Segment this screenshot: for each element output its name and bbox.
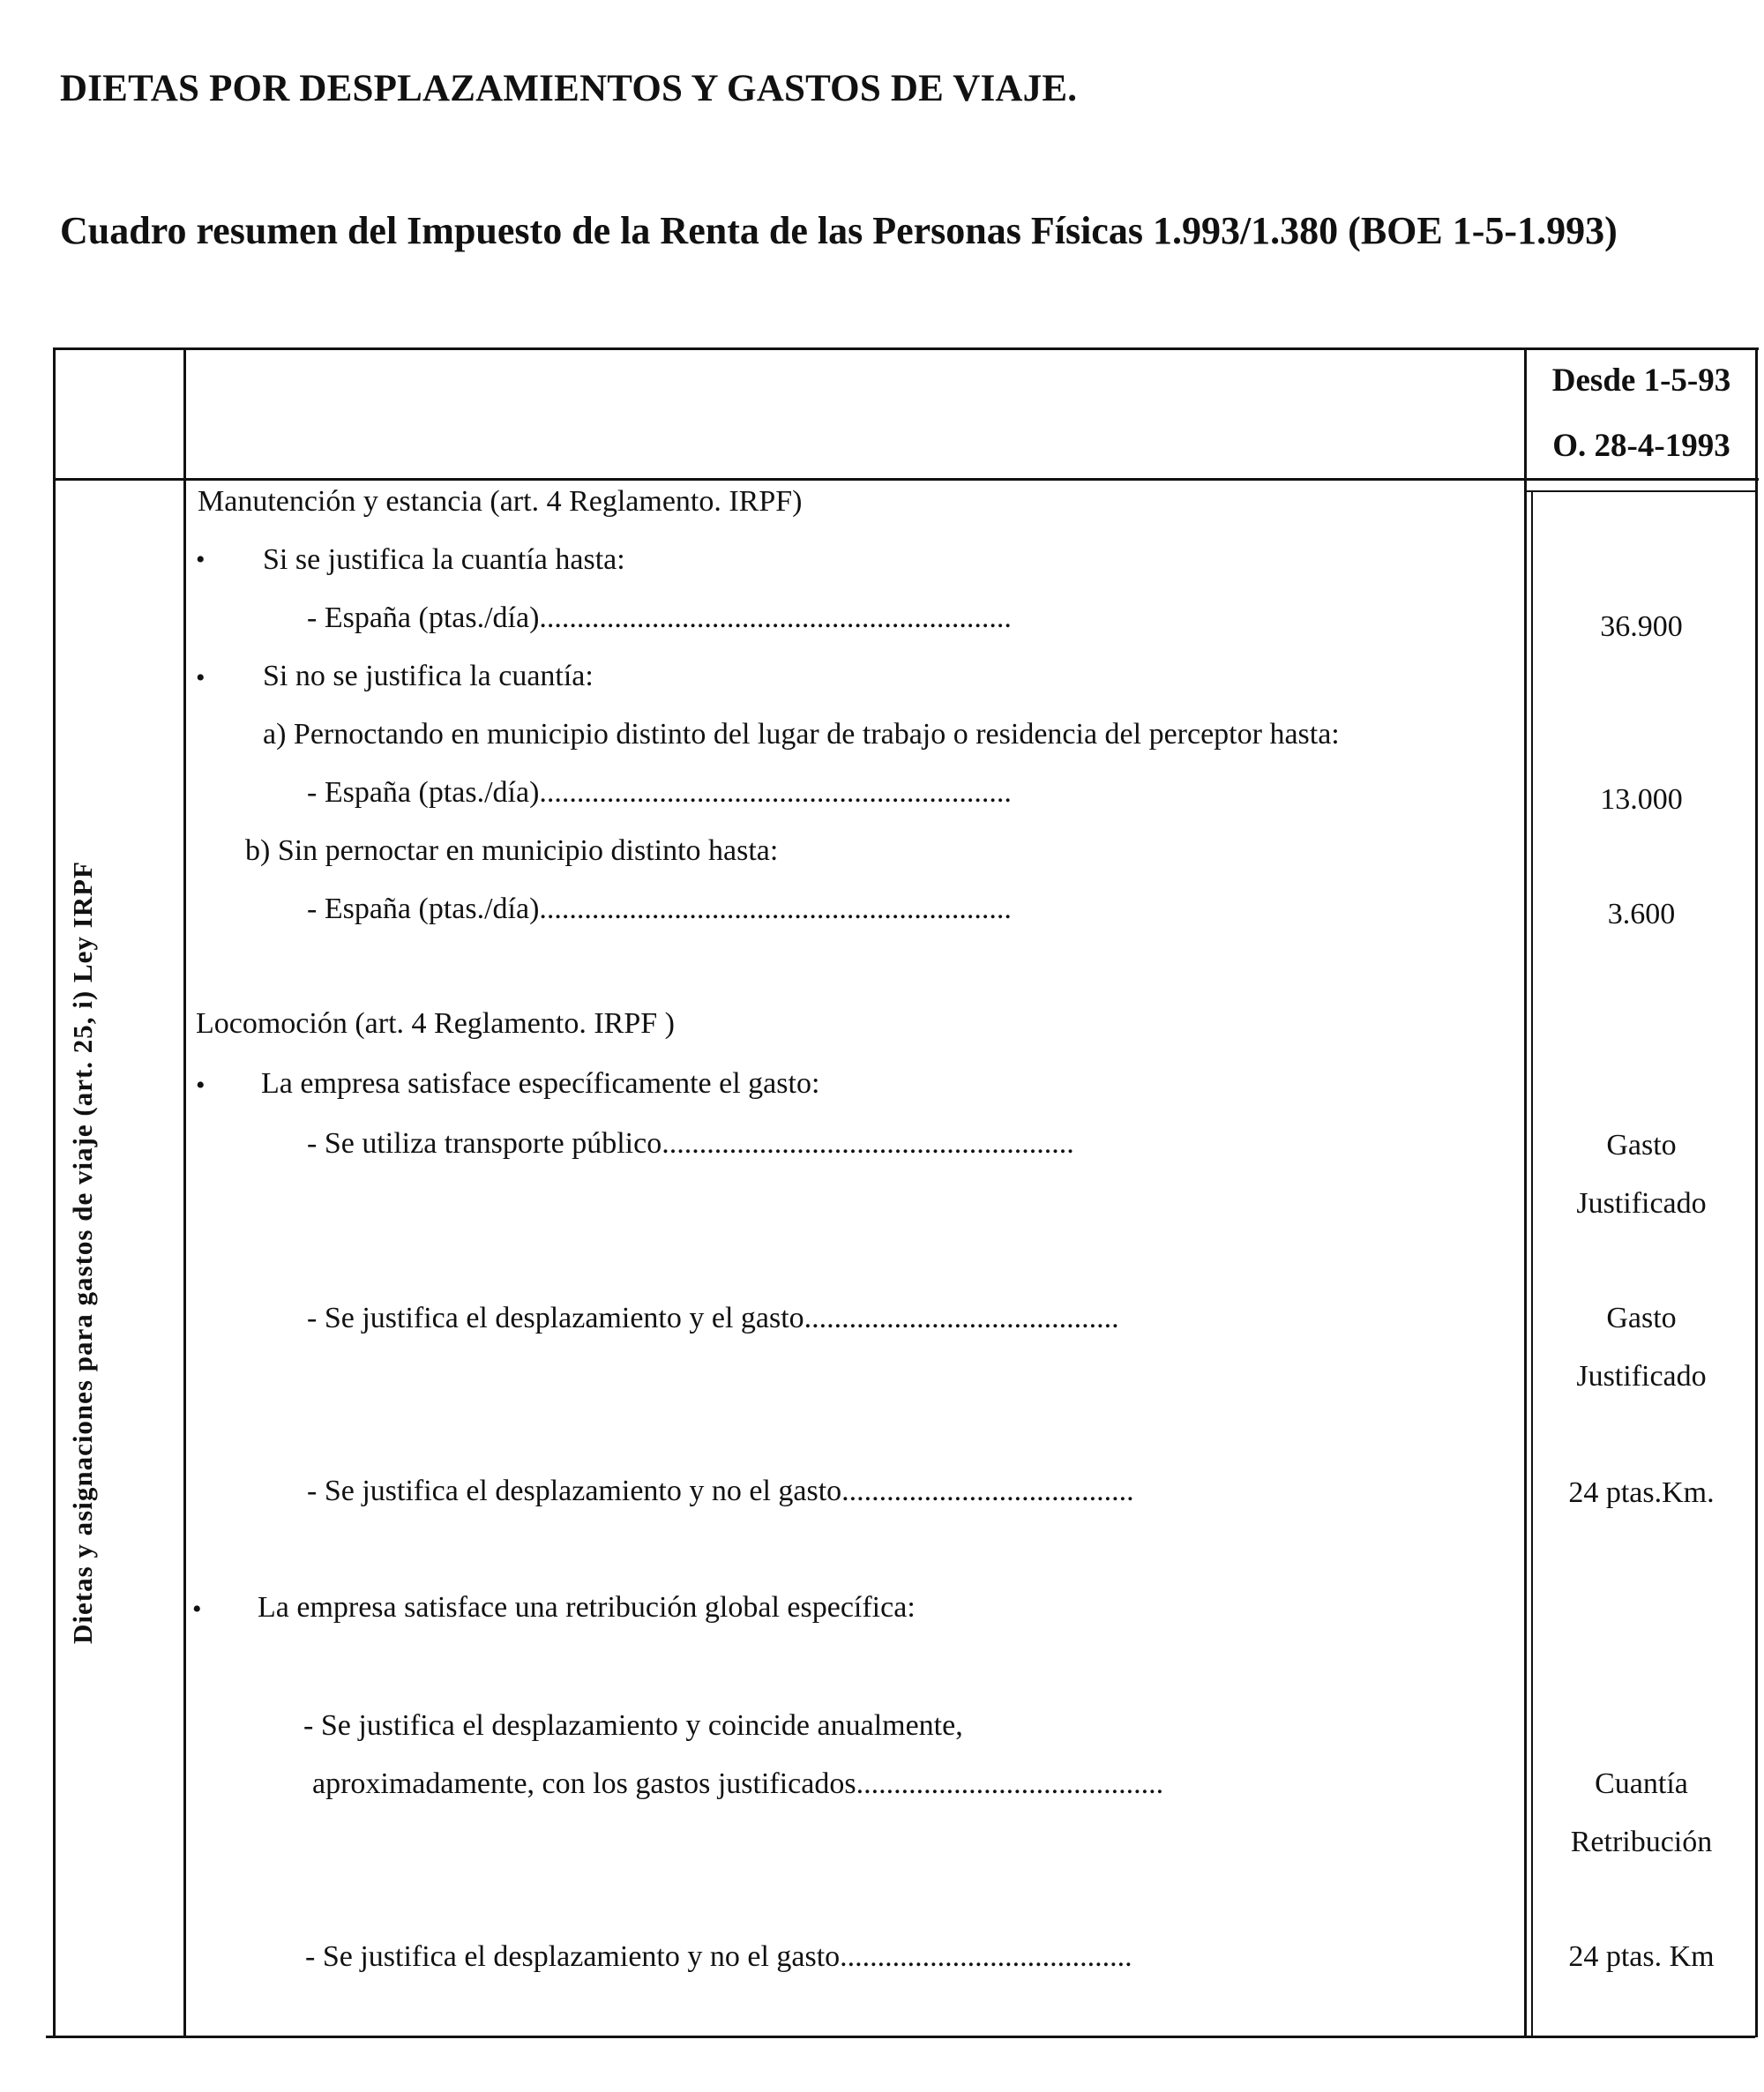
value-cuantia: Cuantía — [1595, 1767, 1688, 1800]
manutencion-bullet-justifica: Si se justifica la cuantía hasta: — [263, 543, 625, 576]
value-justificado-1: Justificado — [1576, 1187, 1707, 1220]
locomocion-item-no-gasto-1: - Se justifica el desplazamiento y no el gasto....................................... — [307, 1475, 1134, 1507]
side-column-label: Dietas y asignaciones para gastos de viaje (art. 25, i) Ley IRPF — [67, 861, 98, 1644]
table-border-bottom — [46, 2036, 1755, 2038]
locomocion-item-no-gasto-2: - Se justifica el desplazamiento y no el gasto....................................... — [305, 1940, 1132, 1973]
manutencion-sub-b: b) Sin pernoctar en municipio distinto hasta: — [245, 834, 779, 867]
value-36900: 36.900 — [1600, 610, 1683, 643]
manutencion-espana-1: - España (ptas./día)............................................................... — [307, 601, 1012, 634]
table-header-divider — [53, 478, 1759, 481]
locomocion-bullet-global: La empresa satisface una retribución global específica: — [258, 1591, 916, 1624]
bullet-icon: • — [196, 663, 206, 692]
manutencion-espana-2: - España (ptas./día)............................................................... — [307, 776, 1012, 809]
value-3600: 3.600 — [1607, 898, 1676, 930]
bullet-icon: • — [192, 1595, 202, 1624]
value-24-ptas-km-2: 24 ptas. Km — [1568, 1940, 1715, 1973]
value-13000: 13.000 — [1600, 783, 1683, 816]
table-value-inner-line — [1531, 490, 1533, 2036]
table-border-left — [53, 347, 56, 2037]
document-subtitle: Cuadro resumen del Impuesto de la Renta de las Personas Físicas 1.993/1.380 (BOE 1-5-1.993) — [60, 209, 1618, 252]
locomocion-item-coincide-line1: - Se justifica el desplazamiento y coincide anualmente, — [303, 1709, 963, 1742]
header-order: O. 28-4-1993 — [1552, 428, 1730, 464]
locomocion-bullet-especifica: La empresa satisface específicamente el gasto: — [261, 1067, 820, 1100]
value-justificado-2: Justificado — [1576, 1360, 1707, 1393]
locomocion-item-desplazamiento-gasto: - Se justifica el desplazamiento y el gasto.......................................... — [307, 1302, 1119, 1334]
manutencion-bullet-no-justifica: Si no se justifica la cuantía: — [263, 660, 594, 692]
manutencion-espana-3: - España (ptas./día)............................................................... — [307, 893, 1012, 925]
manutencion-sub-a: a) Pernoctando en municipio distinto del lugar de trabajo o residencia del perceptor hasta: — [263, 718, 1340, 751]
locomocion-heading: Locomoción (art. 4 Reglamento. IRPF ) — [196, 1007, 675, 1040]
bullet-icon: • — [196, 1071, 206, 1100]
value-24-ptas-km-1: 24 ptas.Km. — [1568, 1476, 1715, 1509]
locomocion-item-coincide-line2: aproximadamente, con los gastos justificados......................................... — [312, 1767, 1164, 1800]
locomocion-item-transporte: - Se utiliza transporte público....................................................... — [307, 1127, 1074, 1160]
value-retribucion: Retribución — [1570, 1826, 1713, 1858]
manutencion-heading: Manutención y estancia (art. 4 Reglamento. IRPF) — [198, 485, 803, 518]
header-date: Desde 1-5-93 — [1551, 362, 1731, 399]
table-border-top — [53, 347, 1759, 350]
value-gasto-2: Gasto — [1606, 1302, 1677, 1334]
table-side-column-divider — [183, 347, 186, 2037]
bullet-icon: • — [196, 545, 206, 574]
table-value-inner-top — [1526, 490, 1757, 492]
document-title: DIETAS POR DESPLAZAMIENTOS Y GASTOS DE VIAJE. — [60, 68, 1078, 109]
value-gasto-1: Gasto — [1606, 1129, 1677, 1162]
